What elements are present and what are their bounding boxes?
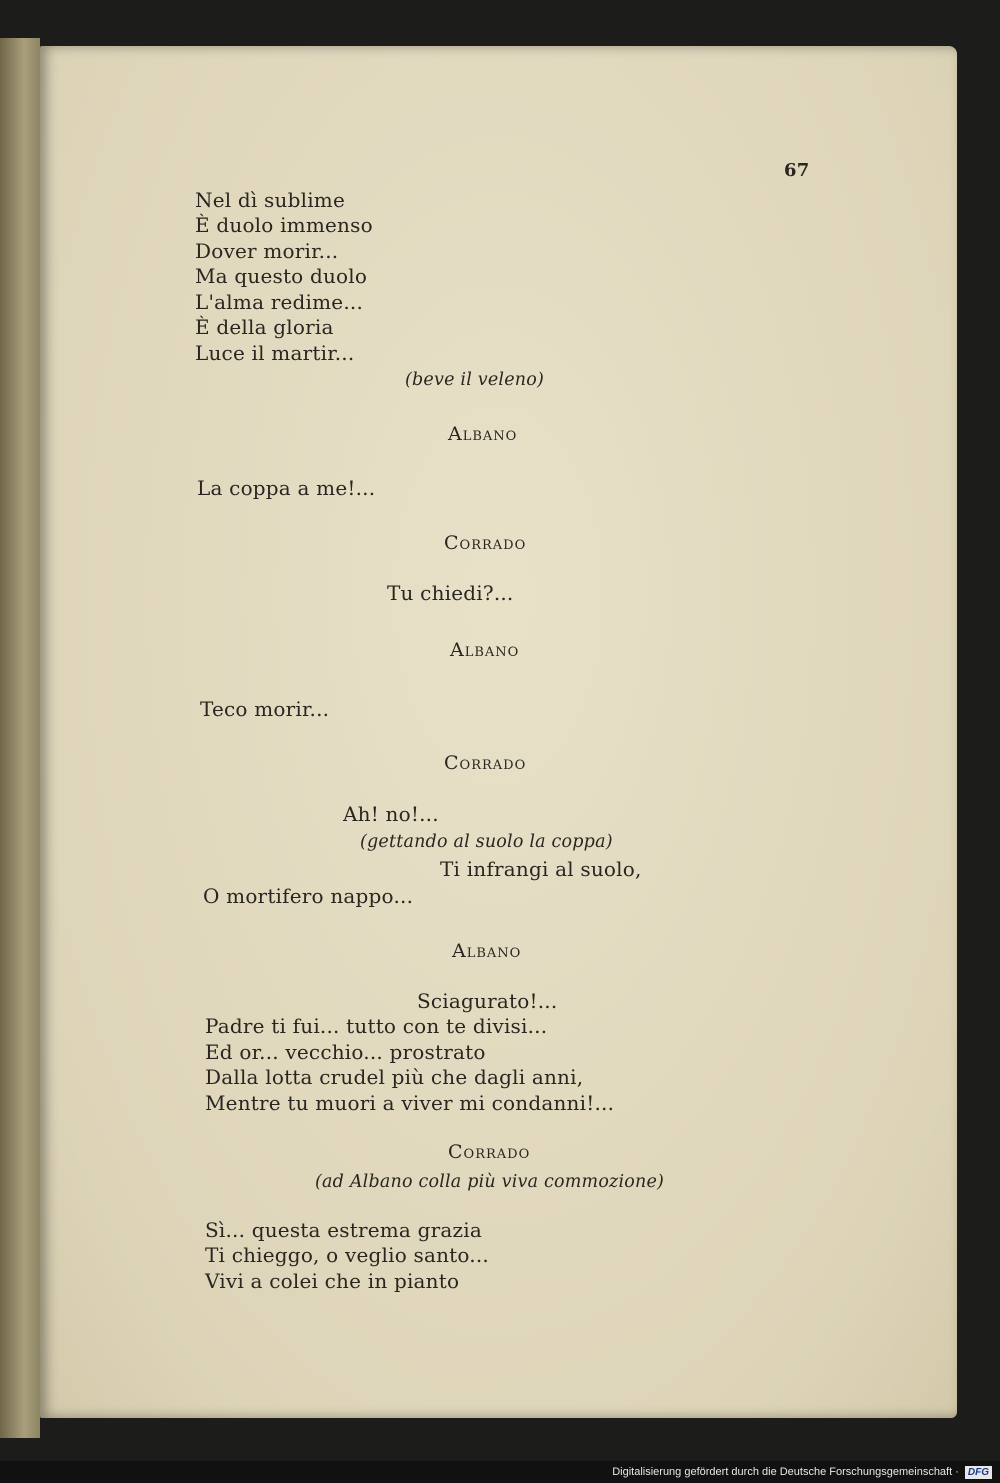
dfg-logo: DFG: [965, 1466, 992, 1479]
stanza-line: Sì... questa estrema grazia: [205, 1218, 482, 1242]
stanza-line: Vivi a colei che in pianto: [205, 1269, 460, 1293]
stanza-line: Nel dì sublime: [195, 188, 345, 212]
dialogue-line: Teco morir...: [200, 697, 330, 721]
stanza-line: Dover morir...: [195, 239, 339, 263]
footer-bar: [0, 1461, 1000, 1483]
stanza-line: Dalla lotta crudel più che dagli anni,: [205, 1065, 584, 1089]
dialogue-line: O mortifero nappo...: [203, 884, 414, 908]
stanza-line: L'alma redime...: [195, 290, 364, 314]
stanza-line: Padre ti fui... tutto con te divisi...: [205, 1014, 548, 1038]
speaker-name: Corrado: [444, 532, 527, 554]
stanza-line: Ed or... vecchio... prostrato: [205, 1040, 486, 1064]
stanza-line: Ti chieggo, o veglio santo...: [205, 1243, 489, 1267]
funding-credit: Digitalisierung gefördert durch die Deutsche Forschungsgemeinschaft ·: [612, 1466, 959, 1478]
stanza-line: Ma questo duolo: [195, 264, 368, 288]
speaker-name: Albano: [448, 423, 518, 445]
dialogue-line: La coppa a me!...: [197, 476, 376, 500]
speaker-name: Albano: [452, 940, 522, 962]
book-page: [40, 46, 957, 1418]
speaker-name: Albano: [450, 639, 520, 661]
speaker-name: Corrado: [448, 1141, 531, 1163]
stanza-line: È della gloria: [195, 315, 334, 339]
dialogue-line: Ah! no!...: [343, 802, 439, 826]
stage-direction: (ad Albano colla più viva commozione): [315, 1172, 665, 1192]
speaker-name: Corrado: [444, 752, 527, 774]
stage-direction: (beve il veleno): [405, 370, 544, 390]
page-number: 67: [784, 160, 810, 181]
dialogue-line: Sciagurato!...: [417, 989, 558, 1013]
dialogue-line: Ti infrangi al suolo,: [440, 857, 642, 881]
dialogue-line: Tu chiedi?...: [387, 581, 514, 605]
stanza-line: Mentre tu muori a viver mi condanni!...: [205, 1091, 615, 1115]
facing-page-edge: [0, 38, 40, 1438]
stanza-line: Luce il martir...: [195, 341, 355, 365]
stage-direction: (gettando al suolo la coppa): [360, 832, 613, 852]
stanza-line: È duolo immenso: [195, 213, 373, 237]
